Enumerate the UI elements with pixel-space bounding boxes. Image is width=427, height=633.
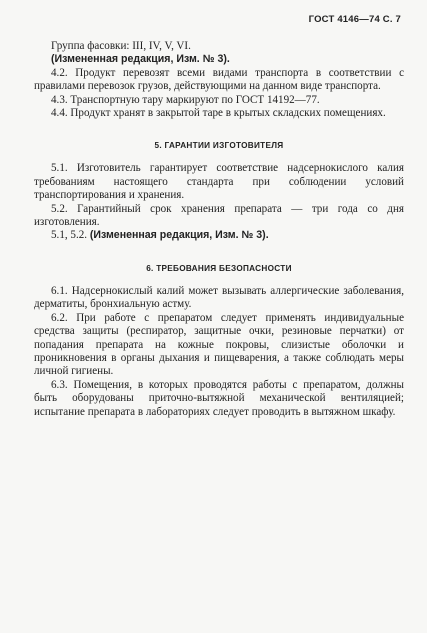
page-content bbox=[34, 40, 404, 419]
section-6-title: 6. ТРЕБОВАНИЯ БЕЗОПАСНОСТИ bbox=[146, 263, 292, 273]
amendment-prefix: 5.1, 5.2. bbox=[51, 229, 90, 242]
packing-group-line: Группа фасовки: III, IV, V, VI. bbox=[51, 40, 191, 52]
paragraph-6-2: 6.2. При работе с препаратом следует применять индивидуальные средства защиты (респиратор, защитные очки, резиновые перчатки) от попадания препарата на кожные покровы, слизистые оболочки и проникновения в органы дыхания и пищеварения, а также соблюдать меры личной гигиены. bbox=[34, 311, 404, 378]
paragraph-6-3: 6.3. Помещения, в которых проводятся работы с препаратом, должны быть оборудованы приточно-вытяжной механической вентиляцией; испытание препарата в лабораториях следует проводить в вытяжном шкафу. bbox=[34, 378, 404, 418]
paragraph-5-2: 5.2. Гарантийный срок хранения препарата — три года со дня изготовления. bbox=[34, 202, 404, 229]
paragraph-4-2: 4.2. Продукт перевозят всеми видами транспорта в соответствии с правилами перевозок грузов, действующими на данном виде транспорта. bbox=[34, 66, 404, 93]
page-header: ГОСТ 4146—74 С. 7 bbox=[308, 14, 401, 25]
paragraph-5-1: 5.1. Изготовитель гарантирует соответствие надсернокислого калия требованиям настоящего стандарта при соблюдении условий транспортирования и хранения. bbox=[34, 162, 404, 202]
amendment-label: (Измененная редакция, Изм. № 3). bbox=[89, 229, 269, 242]
section-5-title: 5. ГАРАНТИИ ИЗГОТОВИТЕЛЯ bbox=[154, 141, 284, 151]
amendment-label: (Измененная редакция, Изм. № 3). bbox=[51, 53, 230, 66]
amendment-note-5 bbox=[34, 229, 404, 242]
paragraph-6-1: 6.1. Надсернокислый калий может вызывать аллергические заболевания, дерматиты, бронхиальную астму. bbox=[34, 284, 404, 311]
paragraph-4-4: 4.4. Продукт хранят в закрытой таре в крытых складских помещениях. bbox=[51, 107, 386, 120]
paragraph-4-3: 4.3. Транспортную тару маркируют по ГОСТ 14192—77. bbox=[51, 93, 320, 106]
amendment-note bbox=[34, 53, 404, 66]
